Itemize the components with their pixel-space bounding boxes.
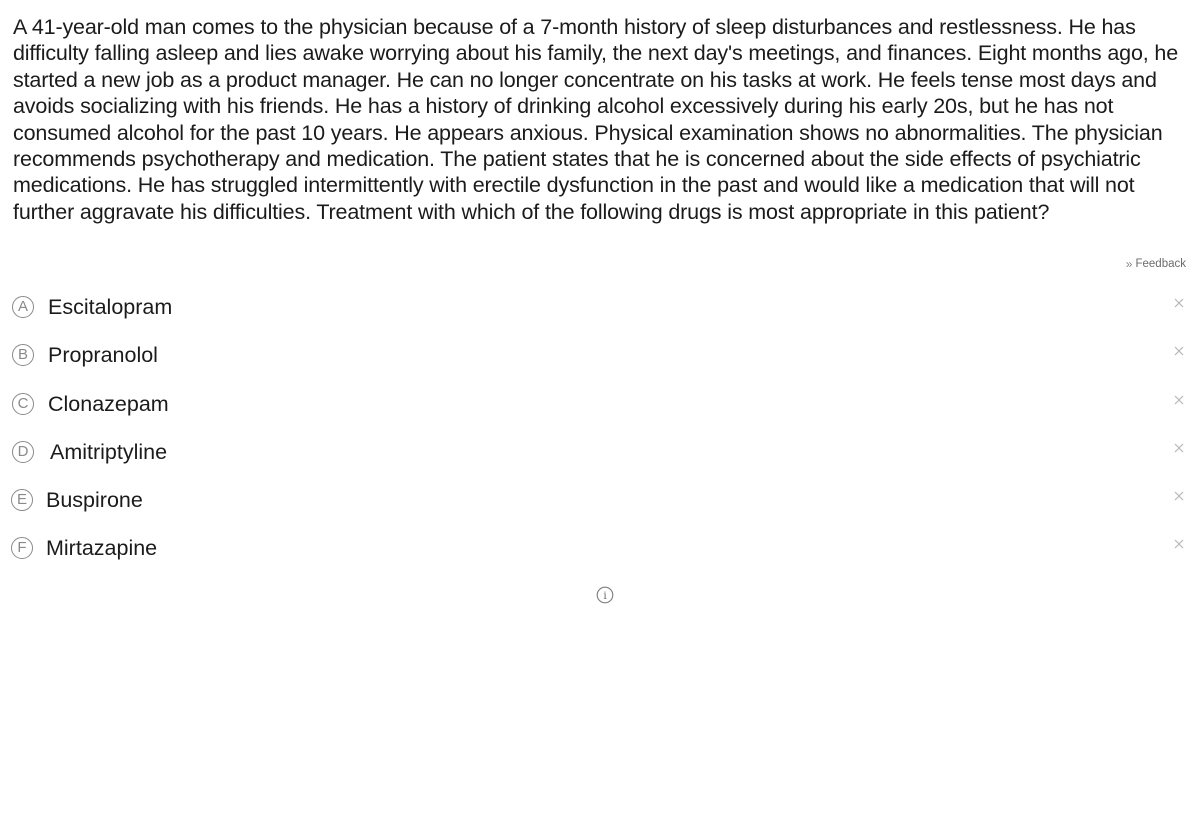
choice-text: Mirtazapine	[46, 536, 158, 561]
choice-text: Propranolol	[48, 343, 158, 368]
close-icon[interactable]	[1172, 296, 1186, 310]
answer-choice-a[interactable]	[0, 284, 1200, 332]
choice-letter: E	[11, 489, 33, 511]
feedback-label: Feedback	[1135, 258, 1186, 270]
answer-choices	[0, 284, 1200, 574]
close-icon[interactable]	[1172, 344, 1186, 358]
answer-choice-b[interactable]	[0, 332, 1200, 380]
choice-text: Buspirone	[46, 488, 143, 513]
choice-letter: B	[12, 344, 34, 366]
info-icon[interactable]	[596, 586, 614, 604]
answer-choice-e[interactable]	[0, 477, 1200, 525]
choice-letter: D	[12, 441, 34, 463]
answer-choice-f[interactable]	[0, 525, 1200, 573]
choice-letter: A	[12, 296, 34, 318]
close-icon[interactable]	[1172, 489, 1186, 503]
double-chevron-right-icon: »	[1125, 257, 1133, 271]
choice-text: Amitriptyline	[50, 439, 168, 464]
close-icon[interactable]	[1172, 393, 1186, 407]
answer-choice-d[interactable]	[0, 429, 1200, 477]
svg-text:i: i	[603, 590, 607, 603]
choice-text: Clonazepam	[48, 391, 169, 416]
answer-choice-c[interactable]	[0, 381, 1200, 429]
choice-letter: C	[12, 393, 34, 415]
choice-text: Escitalopram	[48, 295, 173, 319]
feedback-button[interactable]	[1126, 257, 1186, 271]
close-icon[interactable]	[1172, 441, 1186, 455]
question-stem: A 41-year-old man comes to the physician because of a 7-month history of sleep disturbances and restlessness. He has difficulty falling asleep and lies awake worrying about his family, the next day's meetings, and finances. Eight months ago, he started a new job as a product manager. He can no longer concentrate on his tasks at work. He feels tense most days and avoids socializing with his friends. He has a history of drinking alcohol excessively during his early 20s, but he has not consumed alcohol for the past 10 years. He appears anxious. Physical examination shows no abnormalities. The physician recommends psychotherapy and medication. The patient states that he is concerned about the side effects of psychiatric medications. He has struggled intermittently with erectile dysfunction in the past and would like a medication that will not further aggravate his difficulties. Treatment with which of the following drugs is most appropriate in this patient?	[13, 15, 1179, 224]
choice-letter: F	[11, 537, 33, 559]
close-icon[interactable]	[1172, 537, 1186, 551]
